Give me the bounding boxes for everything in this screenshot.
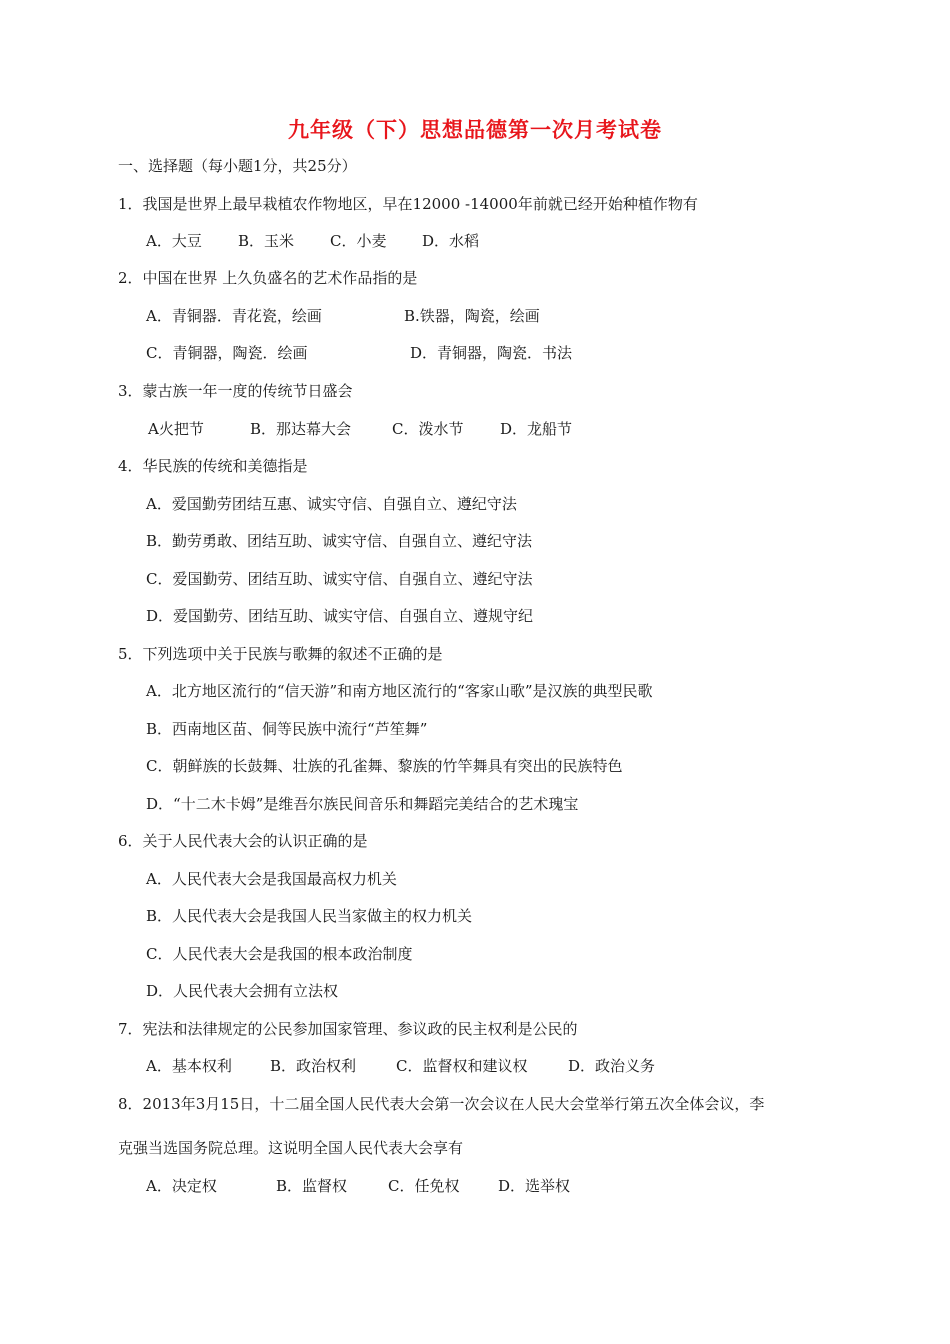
option: D．选举权 — [498, 1177, 571, 1195]
option: C．监督权和建议权 — [396, 1057, 528, 1075]
question-stem: 6．关于人民代表大会的认识正确的是 — [118, 832, 368, 850]
option: C．小麦 — [330, 232, 387, 250]
option: C．青铜器，陶瓷．绘画 — [146, 344, 308, 362]
question-stem: 8．2013年3月15日，十二届全国人民代表大会第一次会议在人民大会堂举行第五次全体会议，李 — [118, 1095, 765, 1113]
option: B.铁器，陶瓷，绘画 — [404, 307, 540, 325]
option: B．勤劳勇敢、团结互助、诚实守信、自强自立、遵纪守法 — [146, 532, 533, 550]
option: A．爱国勤劳团结互惠、诚实守信、自强自立、遵纪守法 — [146, 495, 517, 513]
option: A．北方地区流行的“信天游”和南方地区流行的“客家山歌”是汉族的典型民歌 — [146, 682, 653, 700]
question-stem: 2．中国在世界 上久负盛名的艺术作品指的是 — [118, 269, 418, 287]
option: B．西南地区苗、侗等民族中流行“芦笙舞” — [146, 720, 428, 738]
option: C．朝鲜族的长鼓舞、壮族的孔雀舞、黎族的竹竿舞具有突出的民族特色 — [146, 757, 623, 775]
option: B．人民代表大会是我国人民当家做主的权力机关 — [146, 907, 473, 925]
option: D．水稻 — [422, 232, 480, 250]
option: C．人民代表大会是我国的根本政治制度 — [146, 945, 413, 963]
exam-title: 九年级（下）思想品德第一次月考试卷 — [288, 118, 662, 142]
option: D．政治义务 — [568, 1057, 656, 1075]
option: C．泼水节 — [392, 420, 464, 438]
option: D．青铜器，陶瓷．书法 — [410, 344, 573, 362]
option: A．青铜器．青花瓷，绘画 — [146, 307, 322, 325]
question-stem: 4．华民族的传统和美德指是 — [118, 457, 308, 475]
question-stem: 1．我国是世界上最早栽植农作物地区，早在12000 -14000年前就已经开始种植作物有 — [118, 195, 698, 213]
question-stem: 5．下列选项中关于民族与歌舞的叙述不正确的是 — [118, 645, 443, 663]
option: B．监督权 — [276, 1177, 348, 1195]
question-stem: 3．蒙古族一年一度的传统节日盛会 — [118, 382, 353, 400]
option: C．爱国勤劳、团结互助、诚实守信、自强自立、遵纪守法 — [146, 570, 533, 588]
option: D．人民代表大会拥有立法权 — [146, 982, 339, 1000]
option: A．决定权 — [146, 1177, 217, 1195]
option: A火把节 — [148, 420, 204, 438]
option: A．人民代表大会是我国最高权力机关 — [146, 870, 397, 888]
option: B．那达幕大会 — [250, 420, 352, 438]
option: D．龙船节 — [500, 420, 573, 438]
option: A．大豆 — [146, 232, 202, 250]
question-stem: 7．宪法和法律规定的公民参加国家管理、参议政的民主权利是公民的 — [118, 1020, 578, 1038]
option: D．“十二木卡姆”是维吾尔族民间音乐和舞蹈完美结合的艺术瑰宝 — [146, 795, 579, 813]
option: C．任免权 — [388, 1177, 460, 1195]
section-heading: 一、选择题（每小题1分，共25分） — [118, 157, 357, 175]
question-stem-continued: 克强当选国务院总理。这说明全国人民代表大会享有 — [118, 1139, 464, 1157]
option: D．爱国勤劳、团结互助、诚实守信、自强自立、遵规守纪 — [146, 607, 534, 625]
option: A．基本权利 — [146, 1057, 232, 1075]
option: B．政治权利 — [270, 1057, 357, 1075]
option: B．玉米 — [238, 232, 295, 250]
